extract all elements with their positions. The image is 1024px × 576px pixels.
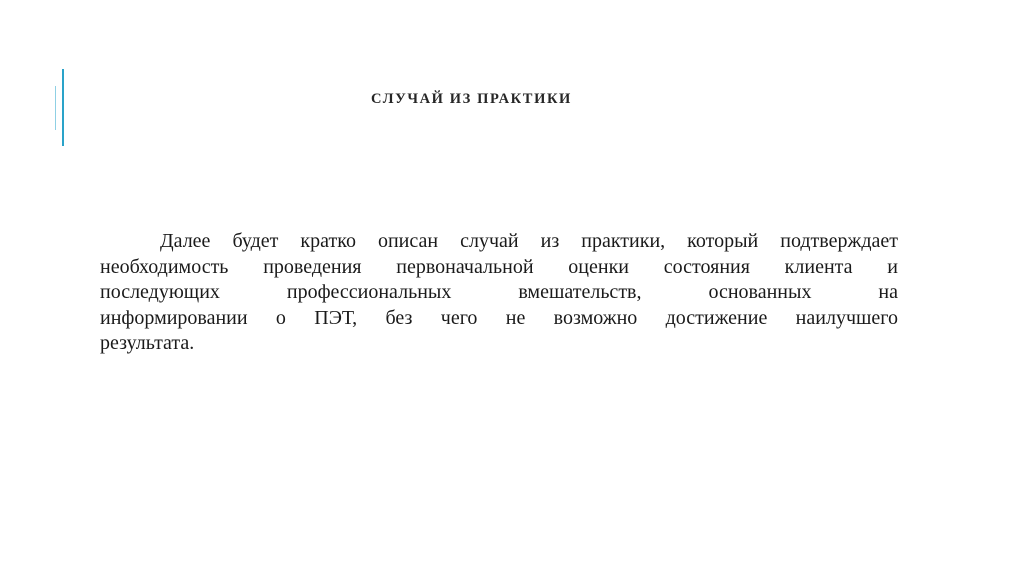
accent-bar: [62, 69, 64, 146]
paragraph-line: информировании о ПЭТ, без чего не возможно достижение наилучшего: [100, 306, 898, 329]
paragraph-line: Далее будет кратко описан случай из практики, который подтверждает: [160, 230, 898, 252]
paragraph-line: последующих профессиональных вмешательств, основанных на: [100, 281, 898, 303]
slide-title: СЛУЧАЙ ИЗ ПРАКТИКИ: [371, 91, 572, 107]
paragraph-line: необходимость проведения первоначальной оценки состояния клиента и: [100, 255, 898, 278]
paragraph-line: результата.: [100, 332, 195, 354]
body-paragraph: [100, 229, 898, 357]
accent-bar-thin: [55, 86, 56, 130]
